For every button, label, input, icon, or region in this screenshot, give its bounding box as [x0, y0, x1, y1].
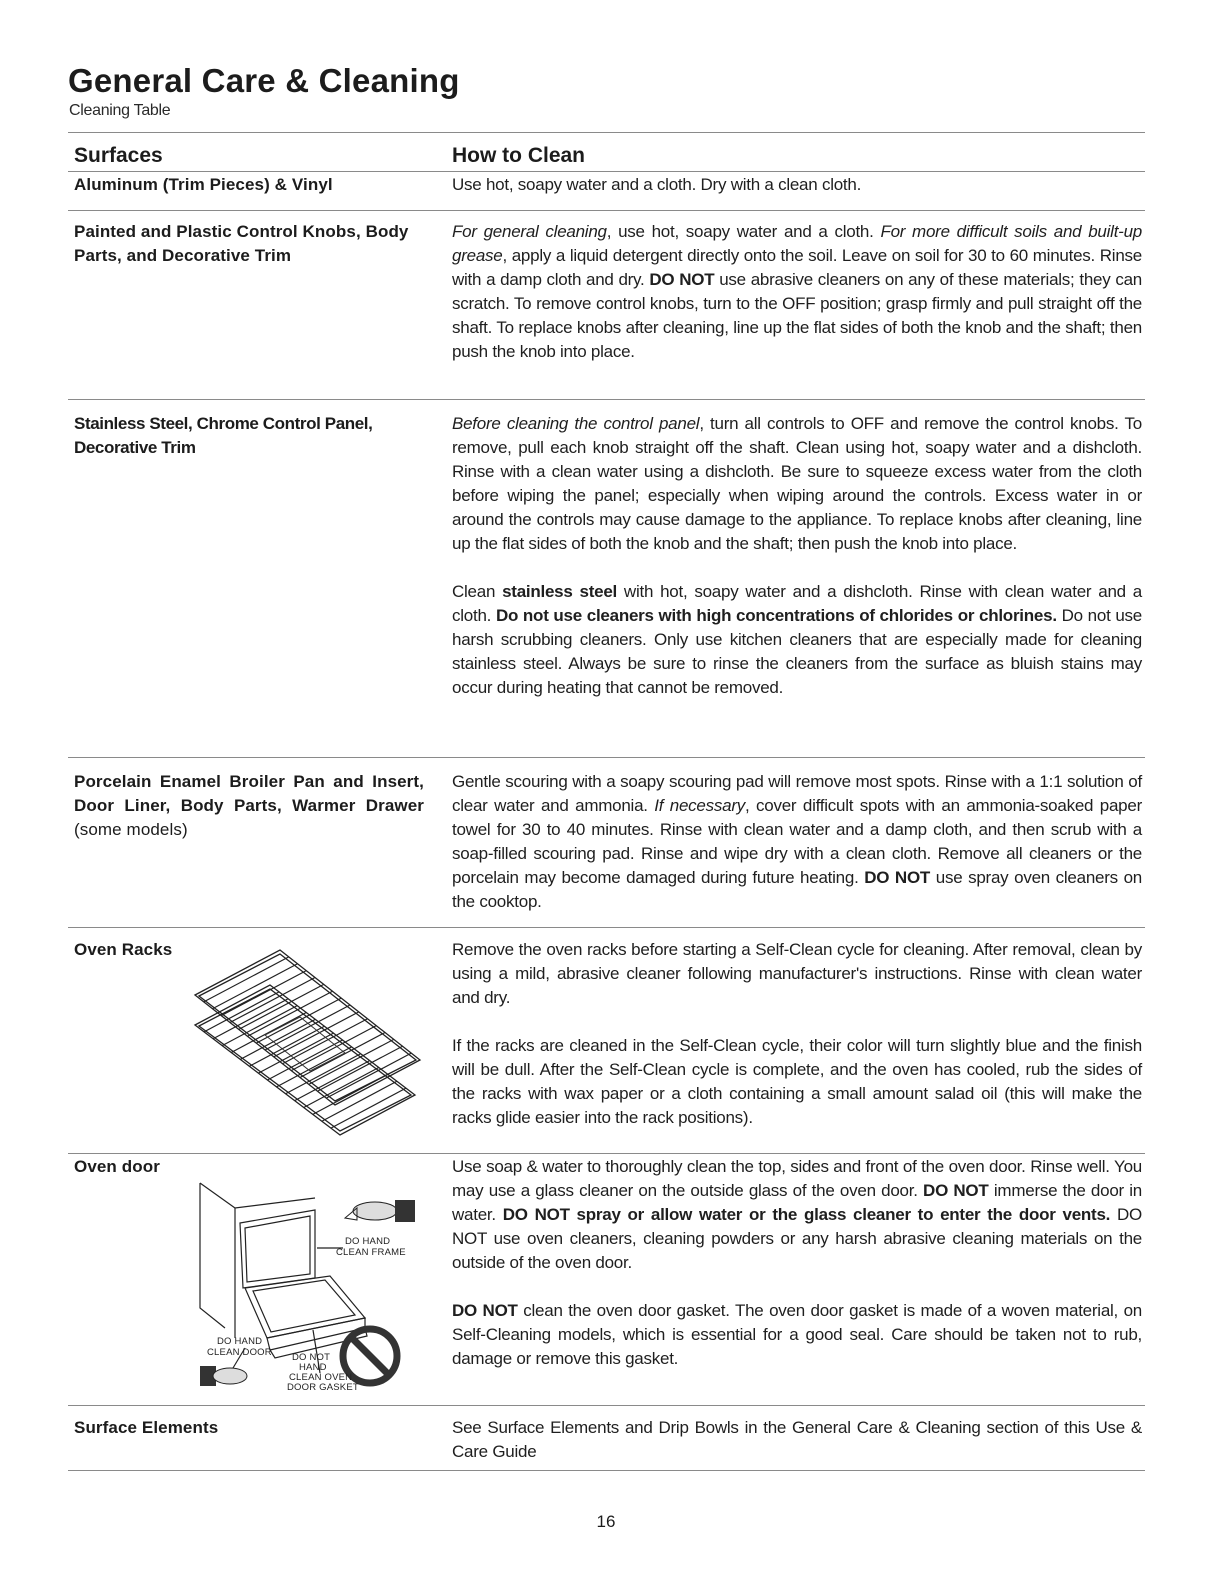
column-header-how-to-clean: How to Clean — [452, 144, 586, 167]
rack-wire — [322, 1081, 397, 1121]
emphasis-italic: For general cleaning — [452, 222, 607, 241]
table-bottom-divider — [68, 1470, 1145, 1471]
text-run: Clean — [452, 582, 503, 601]
label-do-hand-clean-door-1: DO HAND — [217, 1336, 263, 1347]
row-divider — [68, 927, 1145, 928]
row-divider — [68, 1405, 1145, 1406]
oven-racks-illustration — [190, 940, 440, 1140]
surface-name — [74, 770, 424, 842]
oven-body-top — [200, 1183, 315, 1208]
text-run: , use hot, soapy water and a cloth. — [606, 222, 881, 241]
label-do-not-hand-clean-gasket-1: DO NOT — [292, 1352, 331, 1363]
row-divider — [68, 399, 1145, 400]
row-divider — [68, 1153, 1145, 1154]
text-run: , cover difficult spots with an ammonia-soaked paper towel for 30 to 40 minutes. Rinse with clean water and a damp cloth, and then scrub with a soap-filled scouring pad. Rinse and wipe dry with a clean cloth. Remove all cleaners or the porcelain may become damaged during future heating. — [452, 796, 1143, 887]
text-run: Do not use harsh scrubbing cleaners. Only use kitchen cleaners that are especially made for cleaning stainless steel. Always be sure to rinse the cleaners from the surface as bluish stains may occur during heating that cannot be removed. — [452, 606, 1143, 697]
how-to-clean-text — [452, 770, 1142, 914]
row-divider — [68, 210, 1145, 211]
surface-name: Oven Racks — [74, 940, 173, 959]
how-to-clean-paragraph — [452, 220, 1142, 364]
text-run: See Surface Elements and Drip Bowls in the General Care & Cleaning section of this Use & Care Guide — [452, 1418, 1142, 1461]
text-run: DO NOT use oven cleaners, cleaning powders or any harsh abrasive cleaning materials on the outside of the oven door. — [452, 1205, 1142, 1272]
rack-wire — [213, 964, 298, 1009]
surface-name-text: Porcelain Enamel Broiler Pan and Insert, Door Liner, Body Parts, Warmer Drawer — [74, 772, 424, 815]
label-do-not-hand-clean-gasket-2: HAND — [299, 1362, 327, 1373]
rack-wires — [204, 957, 412, 1128]
hand-icon — [200, 1366, 247, 1386]
oven-racks-icon — [190, 940, 440, 1140]
text-run: If the racks are cleaned in the Self-Clean cycle, their color will turn slightly blue and the finish will be dull. After the Self-Clean cycle is complete, and the oven has cooled, rub the sides of the racks with wax paper or a cloth containing a small amount salad oil (this will make the racks glide easier into the rack positions). — [452, 1036, 1142, 1127]
text-run: Remove the oven racks before starting a Self-Clean cycle for cleaning. After removal, clean by using a mild, abrasive cleaner following manufacturer's instructions. Rinse with clean water and dry. — [452, 940, 1142, 1007]
how-to-clean-text — [452, 173, 1142, 197]
emphasis-bold: stainless steel — [502, 582, 618, 601]
label-do-hand-clean-frame-2: CLEAN FRAME — [336, 1247, 406, 1258]
oven-door-panel — [245, 1276, 365, 1338]
text-run: , turn all controls to OFF and remove the control knobs. To remove, pull each knob straight off the shaft. Clean using hot, soapy water and a dishcloth. Rinse with a clean water using a dishcloth. Be sure to squeeze excess water from the cloth before wiping the panel; especially when wiping around the controls. Excess water in or around the controls may cause damage to the appliance. To replace knobs after cleaning, line up the flat sides of both the knob and the shaft; then push the knob into place. — [452, 414, 1142, 553]
how-to-clean-paragraph — [452, 1416, 1142, 1464]
text-run: clean the oven door gasket. The oven door gasket is made of a woven material, on Self-Cleaning models, which is essential for a good seal. Care should be taken not to rub, damage or remove this gasket. — [452, 1301, 1142, 1368]
page-subtitle: Cleaning Table — [69, 102, 171, 119]
rack-wire — [331, 1088, 406, 1128]
column-header-surfaces: Surfaces — [74, 144, 163, 167]
surface-name: Painted and Plastic Control Knobs, Body Parts, and Decorative Trim — [74, 222, 409, 265]
emphasis-bold: DO NOT — [864, 868, 931, 887]
surface-name: Aluminum (Trim Pieces) & Vinyl — [74, 175, 333, 194]
column-header-divider — [68, 171, 1145, 172]
how-to-clean-paragraph — [452, 1155, 1142, 1275]
emphasis-bold: DO NOT spray or allow water or the glass cleaner to enter the door vents. — [502, 1205, 1111, 1224]
how-to-clean-text — [452, 1416, 1142, 1464]
how-to-clean-text — [452, 938, 1142, 1130]
how-to-clean-paragraph — [452, 580, 1142, 700]
how-to-clean-paragraph — [452, 1034, 1142, 1130]
emphasis-bold: DO NOT — [452, 1301, 518, 1320]
how-to-clean-text — [452, 412, 1142, 700]
emphasis-italic: For more difficult soils and built-up grease — [452, 222, 1142, 265]
label-do-hand-clean-door-2: CLEAN DOOR — [207, 1347, 272, 1358]
how-to-clean-text — [452, 1155, 1142, 1371]
oven-door-illustration — [195, 1178, 435, 1393]
surface-name: Oven door — [74, 1157, 160, 1176]
how-to-clean-paragraph — [452, 1299, 1142, 1371]
text-run: Use hot, soapy water and a cloth. Dry with a clean cloth. — [452, 175, 862, 194]
oven-body-side — [200, 1183, 225, 1328]
label-do-hand-clean-frame-1: DO HAND — [345, 1236, 391, 1247]
label-do-not-hand-clean-gasket-4: DOOR GASKET — [287, 1382, 359, 1393]
hand-icon — [345, 1200, 415, 1222]
rack-wire — [204, 957, 289, 1002]
surface-name: Stainless Steel, Chrome Control Panel, Decorative Trim — [74, 414, 373, 457]
row-divider — [68, 757, 1145, 758]
how-to-clean-paragraph — [452, 173, 1142, 197]
text-run: use abrasive cleaners on any of these materials; they can scratch. To remove control knobs, turn to the OFF position; grasp firmly and pull straight off the shaft. To replace knobs after cleaning, line up the flat sides of both the knob and the shaft; then push the knob into place. — [452, 270, 1143, 361]
emphasis-bold: DO NOT — [649, 270, 715, 289]
text-run: Use soap & water to thoroughly clean the top, sides and front of the oven door. Rinse well. You may use a glass cleaner on the outside glass of the oven door. — [452, 1157, 1142, 1200]
label-do-not-hand-clean-gasket-3: CLEAN OVEN — [289, 1372, 353, 1383]
how-to-clean-paragraph — [452, 412, 1142, 556]
text-run: immerse the door in water. — [452, 1181, 1143, 1224]
text-run: use spray oven cleaners on the cooktop. — [452, 868, 1143, 911]
text-run: with hot, soapy water and a dishcloth. Rinse with clean water and a cloth. — [452, 582, 1142, 625]
how-to-clean-paragraph — [452, 938, 1142, 1010]
how-to-clean-text — [452, 220, 1142, 364]
emphasis-bold: DO NOT — [923, 1181, 989, 1200]
page-title: General Care & Cleaning — [68, 62, 460, 99]
surface-name: Surface Elements — [74, 1418, 219, 1437]
emphasis-italic: Before cleaning the control panel — [452, 414, 700, 433]
header-divider — [68, 132, 1145, 133]
page-number: 16 — [596, 1512, 616, 1531]
oven-door-icon — [195, 1178, 435, 1393]
emphasis-bold: Do not use cleaners with high concentrations of chlorides or chlorines. — [495, 606, 1057, 625]
text-run: , apply a liquid detergent directly onto the soil. Leave on soil for 30 to 60 minutes. Rinse with a damp cloth and dry. — [452, 246, 1142, 289]
how-to-clean-paragraph — [452, 770, 1142, 914]
rack-wire — [313, 1074, 388, 1114]
surface-note: (some models) — [74, 820, 188, 839]
emphasis-italic: If necessary — [654, 796, 746, 815]
text-run: Gentle scouring with a soapy scouring pad will remove most spots. Rinse with a 1:1 solution of clear water and ammonia. — [452, 772, 1142, 815]
